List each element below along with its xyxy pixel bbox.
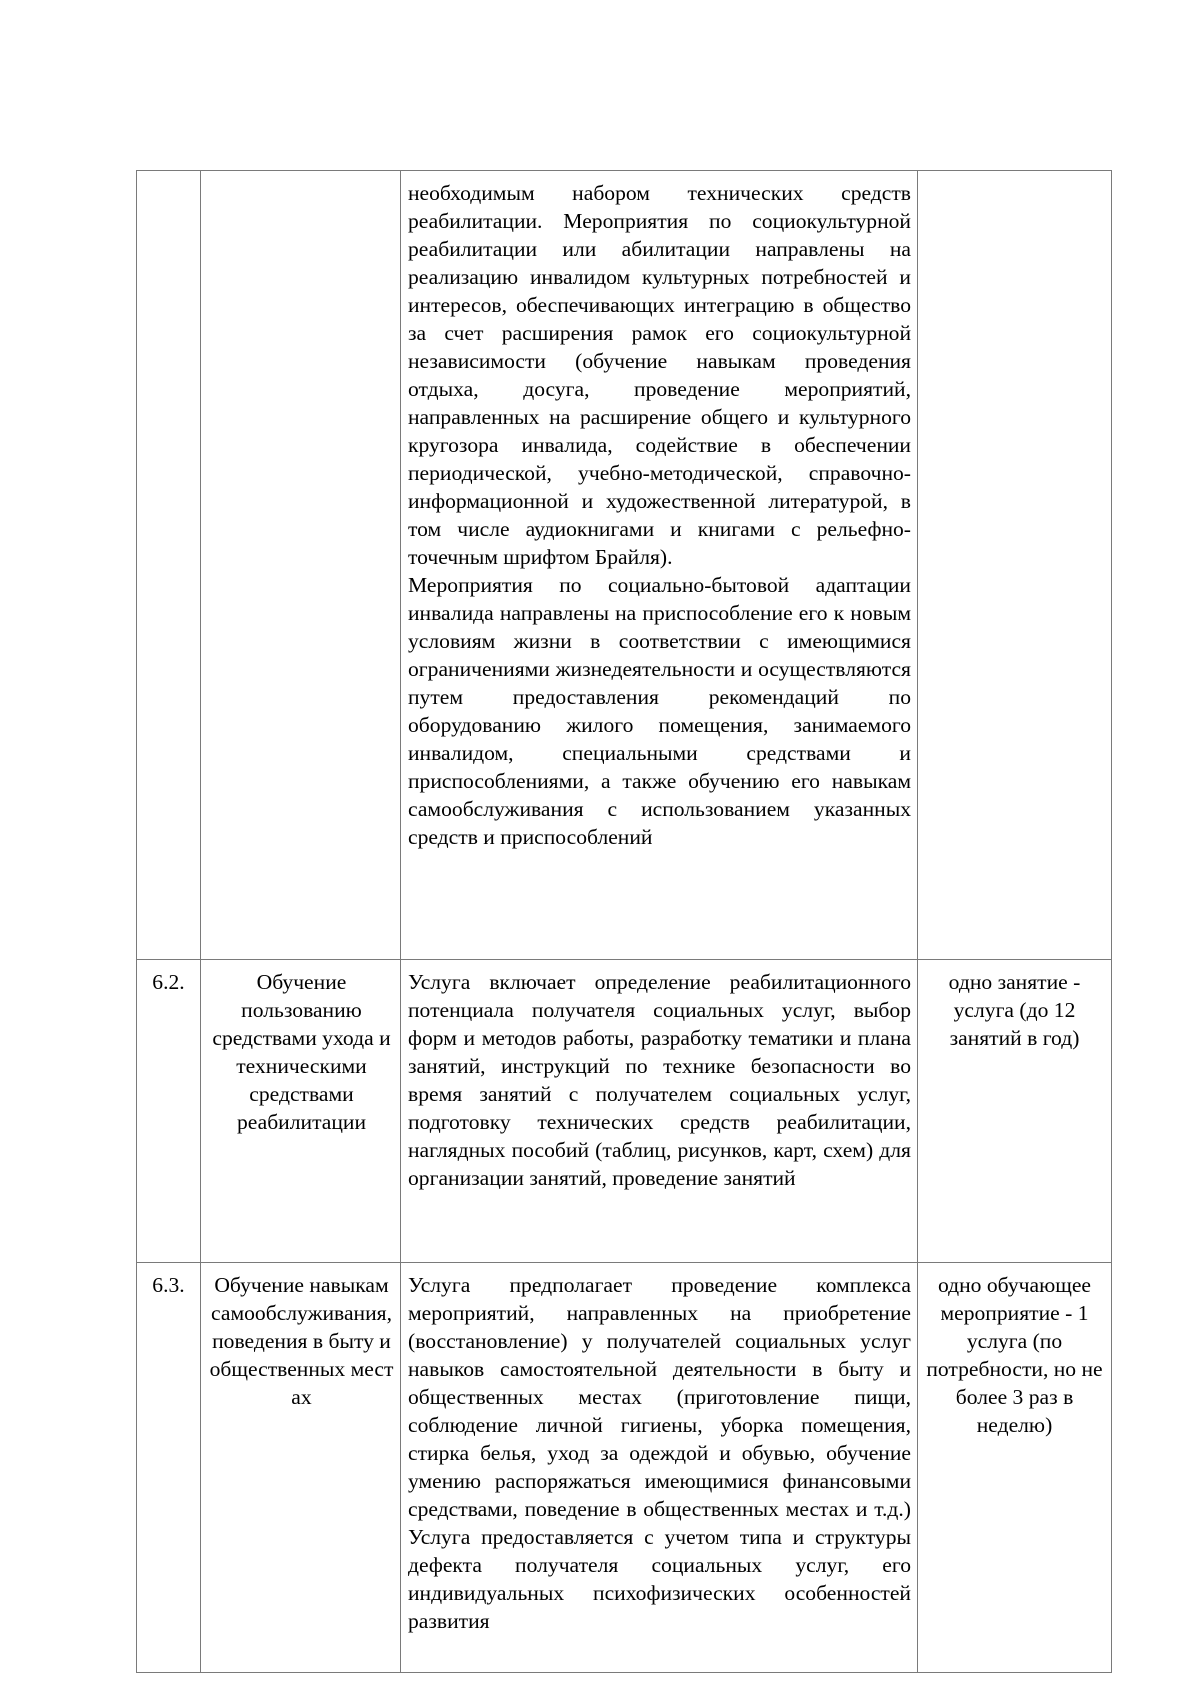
service-name-text: Обучение пользованию средствами ухода и техническими средствами реабилитации <box>212 970 391 1134</box>
description-paragraph: Услуга включает определение реабилитационного потенциала получателя социальных услуг, выбор форм и методов работы, разработку тематики и плана занятий, инструкций по технике безопасности во время занятий с получателем социальных услуг, подготовку технических средств реабилитации, наглядных пособий (таблиц, рисунков, карт, схем) для организации занятий, проведение занятий <box>408 970 911 1190</box>
service-norm-cell: одно занятие - услуга (до 12 занятий в год) <box>918 960 1112 1263</box>
description-paragraph: Услуга предполагает проведение комплекса мероприятий, направленных на приобретение (восстановление) у получателей социальных услуг навыков самостоятельной деятельности в быту и общественных местах (приготовление пищи, соблюдение личной гигиены, уборка помещения, стирка белья, уход за одеждой и обувью, обучение умению распоряжаться имеющимися финансовыми средствами, поведение в общественных местах и т.д.) Услуга предоставляется с учетом типа и структуры дефекта получателя социальных услуг, его индивидуальных психофизических особенностей развития <box>408 1273 911 1633</box>
service-name-cell <box>201 960 401 1263</box>
row-number-cell <box>137 171 201 960</box>
service-norm-cell <box>918 171 1112 960</box>
service-norm-cell: одно обучающее мероприятие - 1 услуга (по потребности, но не более 3 раз в неделю) <box>918 1263 1112 1673</box>
row-number-cell: 6.3. <box>137 1263 201 1673</box>
service-description-cell <box>401 171 918 960</box>
service-description-cell <box>401 960 918 1263</box>
table-row <box>137 171 1112 960</box>
description-paragraph: необходимым набором технических средств реабилитации. Мероприятия по социокультурной реабилитации или абилитации направлены на реализацию инвалидом культурных потребностей и интересов, обеспечивающих интеграцию в общество за счет расширения рамок его социокультурной независимости (обучение навыкам проведения отдыха, досуга, проведение мероприятий, направленных на расширение общего и культурного кругозора инвалида, содействие в обеспечении периодической, учебно-методической, справочно-информационной и художественной литературой, в том числе аудиокнигами и книгами с рельефно-точечным шрифтом Брайля). <box>408 181 911 569</box>
description-paragraph: Мероприятия по социально-бытовой адаптации инвалида направлены на приспособление его к новым условиям жизни в соответствии с имеющимися ограничениями жизнедеятельности и осуществляются путем предоставления рекомендаций по оборудованию жилого помещения, занимаемого инвалидом, специальными средствами и приспособлениями, а также обучению его навыкам самообслуживания с использованием указанных средств и приспособлений <box>408 573 911 849</box>
table-row <box>137 960 1112 1263</box>
services-table <box>136 170 1112 1673</box>
table-row <box>137 1263 1112 1673</box>
row-number-cell: 6.2. <box>137 960 201 1263</box>
service-name-cell: Обучение навыкам самообслуживания, поведения в быту и общественных местах <box>201 1263 401 1673</box>
service-description-cell <box>401 1263 918 1673</box>
service-name-cell <box>201 171 401 960</box>
